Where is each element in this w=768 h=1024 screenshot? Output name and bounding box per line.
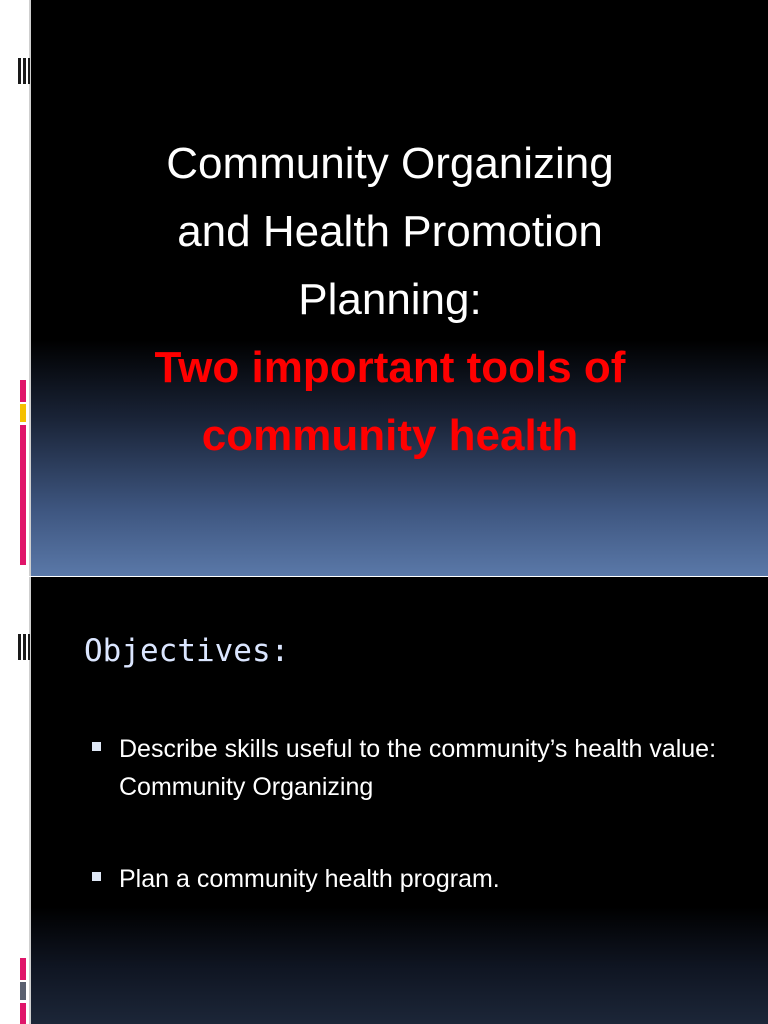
objectives-slide bbox=[0, 577, 768, 1024]
accent-bar-yellow bbox=[20, 404, 26, 422]
slide-left-divider bbox=[29, 0, 31, 576]
accent-bar-pink bbox=[20, 380, 26, 402]
square-bullet-icon bbox=[92, 872, 101, 881]
slide-subtitle-line-2: community health bbox=[201, 411, 579, 460]
accent-bar-pink bbox=[20, 958, 26, 980]
list-item bbox=[90, 860, 750, 898]
objectives-list bbox=[90, 730, 750, 898]
objectives-heading: Objectives: bbox=[84, 633, 290, 669]
slide-title-line-2: and Health Promotion bbox=[177, 207, 603, 256]
bullet-text: Describe skills useful to the community’s health value: Community Organizing bbox=[119, 735, 717, 801]
title-block bbox=[40, 130, 740, 470]
slide-title-line-3: Planning: bbox=[298, 275, 482, 324]
stripe-decoration bbox=[18, 58, 30, 84]
accent-bar-gray bbox=[20, 982, 26, 1000]
slide-title-line-1: Community Organizing bbox=[166, 139, 614, 188]
stripe-decoration bbox=[18, 634, 30, 660]
bullet-text: Plan a community health program. bbox=[119, 865, 500, 893]
list-item bbox=[90, 730, 750, 806]
accent-bar-pink-long bbox=[20, 1003, 26, 1024]
slide-subtitle-line-1: Two important tools of bbox=[154, 343, 626, 392]
accent-bar-pink-long bbox=[20, 425, 26, 565]
square-bullet-icon bbox=[92, 742, 101, 751]
